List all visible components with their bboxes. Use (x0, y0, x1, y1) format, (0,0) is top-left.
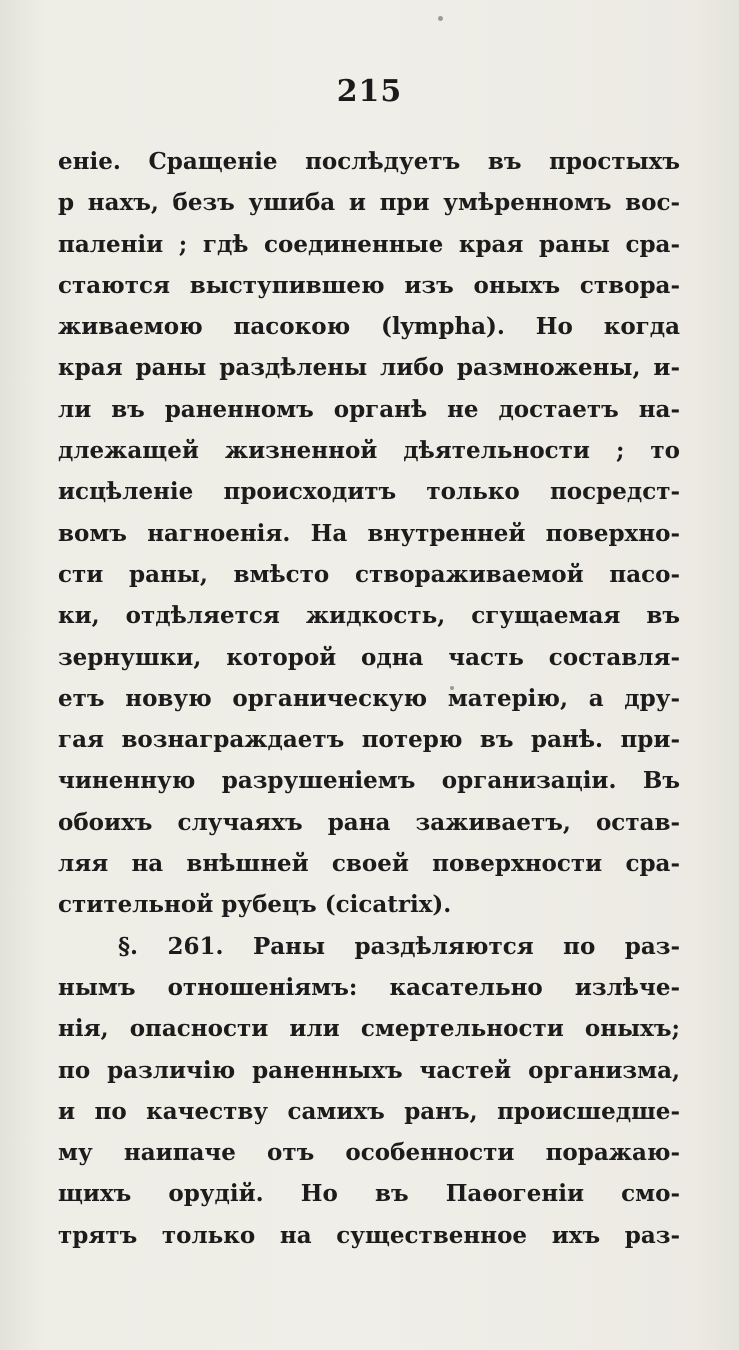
text-line: еніе. Сращеніе послѣдуетъ въ простыхъ (58, 148, 680, 175)
text-line: ляя на внѣшней своей поверхности сра- (58, 850, 680, 878)
text-line: ли въ раненномъ органѣ не достаетъ на- (58, 395, 680, 423)
text-line: щихъ орудій. Но въ Паѳогеніи смо- (58, 1180, 680, 1208)
text-line: гая вознаграждаетъ потерю въ ранѣ. при- (58, 726, 680, 754)
text-line: исцѣленіе происходитъ только посредст- (58, 478, 680, 506)
page-number: 215 (336, 74, 403, 109)
text-line: чиненную разрушеніемъ организаціи. Въ (58, 767, 680, 795)
text-line: р нахъ, безъ ушиба и при умѣренномъ вос- (58, 189, 680, 217)
text-line: вомъ нагноенія. На внутренней поверхно- (58, 519, 680, 547)
text-line: паленіи ; гдѣ соединенные края раны сра- (58, 230, 680, 258)
text-line: края раны раздѣлены либо размножены, и- (58, 354, 680, 382)
section-261-heading-line: §. 261. Раны раздѣляются по раз- (118, 932, 680, 960)
text-line: и по качеству самихъ ранъ, происшедше- (58, 1097, 680, 1125)
text-line: сти раны, вмѣсто створаживаемой пасо- (58, 560, 680, 588)
text-line: обоихъ случаяхъ рана заживаетъ, остав- (58, 808, 680, 836)
body-text (58, 141, 680, 1256)
text-line: живаемою пасокою (lympha). Но когда (58, 313, 680, 341)
text-line: нымъ отношеніямъ: касательно излѣче- (58, 973, 680, 1001)
text-line: стаются выступившею изъ оныхъ створа- (58, 271, 680, 299)
paper-speck (438, 16, 443, 21)
text-line: ки, отдѣляется жидкость, сгущаемая въ (58, 602, 680, 630)
text-line: нія, опасности или смертельности оныхъ; (58, 1015, 680, 1043)
paragraph-end-line: стительной рубецъ (cicatrix). (58, 891, 452, 919)
text-line: по различію раненныхъ частей организма, (58, 1056, 680, 1084)
text-line: етъ новую органическую матерію, а дру- (58, 684, 680, 712)
text-line: му наипаче отъ особенности поражаю- (58, 1139, 680, 1167)
text-line: зернушки, которой одна часть составля- (58, 643, 680, 671)
text-line: трятъ только на существенное ихъ раз- (58, 1221, 680, 1249)
text-line: длежащей жизненной дѣятельности ; то (58, 437, 680, 465)
